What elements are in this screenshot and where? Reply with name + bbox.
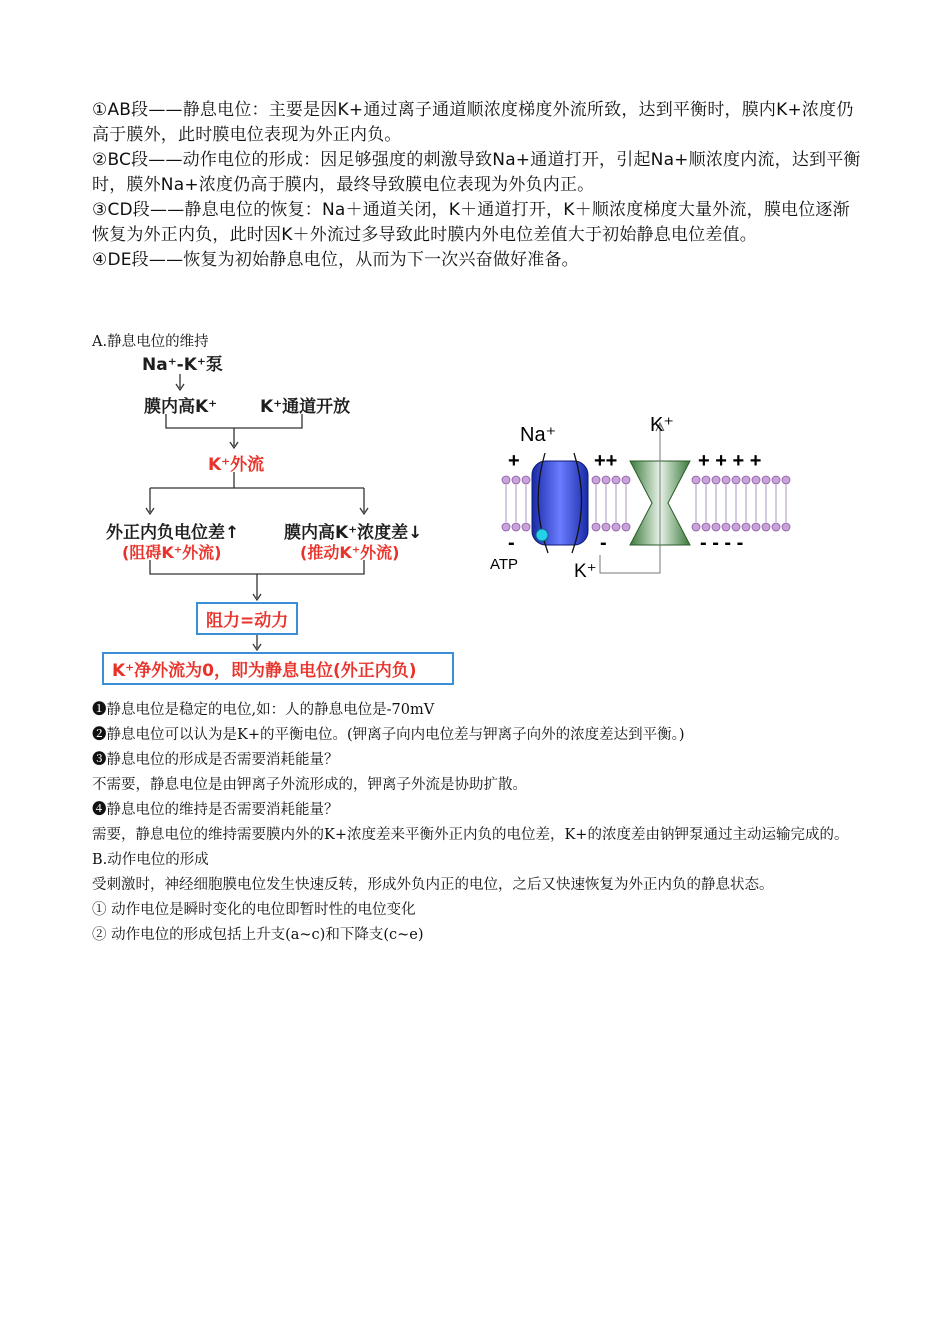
k-bottom-label: K⁺ xyxy=(574,561,597,582)
intro-de: ④DE段——恢复为初始静息电位，从而为下一次兴奋做好准备。 xyxy=(92,250,579,270)
note-2: ❷静息电位可以认为是K+的平衡电位。(钾离子向内电位差与钾离子向外的浓度差达到平衡。) xyxy=(92,727,685,743)
membrane-diagram xyxy=(490,405,810,595)
na-label: Na⁺ xyxy=(520,424,557,446)
plus-mid: ++ xyxy=(594,450,618,472)
plus-right: + + + + xyxy=(698,450,762,472)
potential-difference-label: 外正内负电位差↑ xyxy=(106,523,240,543)
balance-box: 阻力=动力 xyxy=(196,602,298,635)
minus-right: - - - - xyxy=(700,532,744,554)
intro-bc: ②BC段——动作电位的形成：因足够强度的刺激导致Na+通道打开，引起Na+顺浓度内流，达到平衡时，膜外Na+浓度仍高于膜内，最终导致膜电位表现为外负内正。 xyxy=(92,150,861,195)
plus-left: + xyxy=(508,450,520,472)
note-4-answer: 需要，静息电位的维持需要膜内外的K+浓度差来平衡外正内负的电位差，K+的浓度差由钠钾泵通过主动运输完成的。 xyxy=(92,827,849,843)
na-k-pump-label: Na⁺-K⁺泵 xyxy=(142,355,223,375)
note-1: ❶静息电位是稳定的电位,如：人的静息电位是-70mV xyxy=(92,702,435,718)
k-channel-open-label: K⁺通道开放 xyxy=(260,397,351,417)
hinder-k-outflow-label: (阻碍K⁺外流) xyxy=(122,543,222,562)
section-b-point-1: ① 动作电位是瞬时变化的电位即暂时性的电位变化 xyxy=(92,902,416,918)
high-k-inside-label: 膜内高K⁺ xyxy=(144,397,218,417)
section-b-body: 受刺激时，神经细胞膜电位发生快速反转，形成外负内正的电位，之后又快速恢复为外正内负的静息状态。 xyxy=(92,877,774,893)
result-box: K⁺净外流为0，即为静息电位(外正内负) xyxy=(102,652,454,685)
note-4-question: ❹静息电位的维持是否需要消耗能量？ xyxy=(92,802,339,818)
minus-left: - xyxy=(508,532,515,554)
atp-label: ATP xyxy=(490,556,519,573)
k-top-label: K⁺ xyxy=(650,414,674,436)
concentration-difference-label: 膜内高K⁺浓度差↓ xyxy=(284,523,423,543)
drive-k-outflow-label: (推动K⁺外流) xyxy=(300,543,400,562)
note-3-answer: 不需要，静息电位是由钾离子外流形成的，钾离子外流是协助扩散。 xyxy=(92,777,527,793)
atp-site xyxy=(536,529,548,541)
section-a-caption: A.静息电位的维持 xyxy=(92,334,209,350)
notes-section xyxy=(92,698,862,948)
intro-cd: ③CD段——静息电位的恢复：Na＋通道关闭，K＋通道打开，K＋顺浓度梯度大量外流，膜电位逐渐恢复为外正内负，此时因K＋外流过多导致此时膜内外电位差值大于初始静息电位差值。 xyxy=(92,200,850,245)
minus-mid: - xyxy=(600,532,607,554)
k-outflow-label: K⁺外流 xyxy=(208,455,265,475)
intro-section xyxy=(92,98,862,273)
section-b-point-2: ② 动作电位的形成包括上升支(a~c)和下降支(c~e) xyxy=(92,927,424,943)
note-3-question: ❸静息电位的形成是否需要消耗能量？ xyxy=(92,752,339,768)
intro-ab: ①AB段——静息电位：主要是因K+通过离子通道顺浓度梯度外流所致，达到平衡时，膜内K+浓度仍高于膜外，此时膜电位表现为外正内负。 xyxy=(92,100,854,145)
section-b-caption: B.动作电位的形成 xyxy=(92,852,209,868)
